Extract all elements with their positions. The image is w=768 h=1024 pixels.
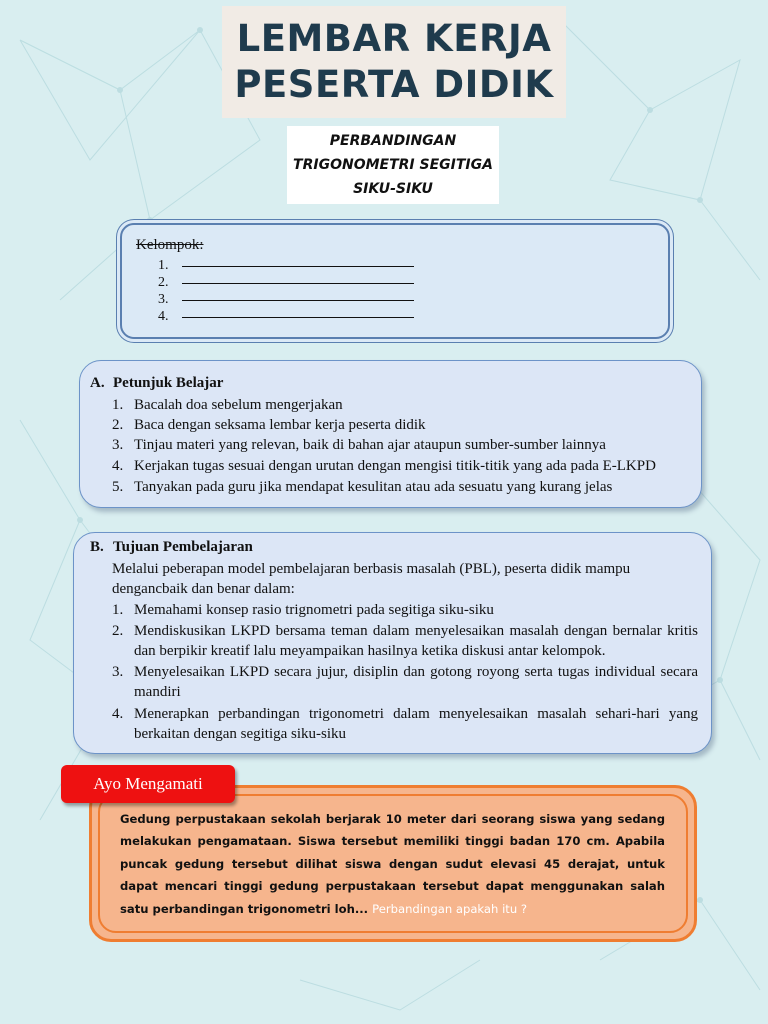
page-title-line-2: PESERTA DIDIK: [234, 63, 554, 106]
subtitle-box: [287, 126, 499, 204]
group-box: [120, 223, 670, 339]
list-item-number: 4.: [112, 706, 124, 722]
list-item-text: Menyelesaikan LKPD secara jujur, disiplin dan gotong royong serta tugas individual secara mandiri: [134, 664, 698, 700]
list-item-text: Tanyakan pada guru jika mendapat kesulitan atau ada sesuatu yang kurang jelas: [134, 479, 613, 495]
group-member-line[interactable]: [182, 317, 414, 318]
list-item-text: Bacalah doa sebelum mengerjakan: [134, 397, 343, 413]
group-member-number: 2.: [158, 275, 169, 290]
list-item-number: 3.: [112, 437, 124, 453]
section-b-intro-line-1: Melalui peberapan model pembelajaran berbasis masalah (PBL), peserta didik mampu: [112, 561, 631, 577]
group-member-number: 3.: [158, 292, 169, 307]
group-member-number: 4.: [158, 309, 169, 324]
list-item-text: Kerjakan tugas sesuai dengan urutan dengan mengisi titik-titik yang ada pada E-LKPD: [134, 458, 656, 474]
list-item-number: 2.: [112, 623, 124, 639]
ayo-mengamati-button[interactable]: Ayo Mengamati: [61, 765, 235, 803]
group-member-line[interactable]: [182, 266, 414, 267]
list-item-number: 1.: [112, 602, 124, 618]
section-b-letter: B.: [90, 539, 104, 555]
list-item-text: Menerapkan perbandingan trigonometri dalam menyelesaikan masalah sehari-hari yang berkaitan dengan segitiga siku-siku: [134, 706, 698, 742]
section-a-card: [79, 360, 702, 508]
page-title-line-1: LEMBAR KERJA: [236, 17, 552, 60]
list-item-text: Mendiskusikan LKPD bersama teman dalam menyelesaikan masalah dengan bernalar kritis dan berpikir kreatif lalu meyampaikan hasilnya ketika diskusi antar kelompok.: [134, 623, 698, 659]
list-item-number: 5.: [112, 479, 124, 495]
list-item-text: Memahami konsep rasio trignometri pada segitiga siku-siku: [134, 602, 494, 618]
group-label: Kelompok:: [136, 237, 204, 253]
list-item-text: Tinjau materi yang relevan, baik di bahan ajar ataupun sumber-sumber lainnya: [134, 437, 606, 453]
list-item-text: Baca dengan seksama lembar kerja peserta didik: [134, 417, 426, 433]
section-b-title: Tujuan Pembelajaran: [113, 539, 253, 555]
list-item-number: 2.: [112, 417, 124, 433]
list-item-number: 1.: [112, 397, 124, 413]
section-a-title: Petunjuk Belajar: [113, 375, 224, 391]
observation-question: Perbandingan apakah itu ?: [372, 901, 528, 916]
subtitle-line-1: PERBANDINGAN: [329, 133, 457, 149]
observation-box: [89, 785, 697, 942]
page-title-box: [222, 6, 566, 118]
section-b-card: [73, 532, 712, 754]
list-item: [112, 704, 698, 744]
subtitle-line-2: TRIGONOMETRI SEGITIGA: [293, 157, 493, 173]
list-item-number: 3.: [112, 664, 124, 680]
list-item: [112, 621, 698, 661]
subtitle-line-3: SIKU-SIKU: [353, 181, 433, 197]
group-member-line[interactable]: [182, 283, 414, 284]
group-member-line[interactable]: [182, 300, 414, 301]
section-b-intro-line-2: dengancbaik dan benar dalam:: [112, 581, 295, 597]
observation-body: Gedung perpustakaan sekolah berjarak 10 meter dari seorang siswa yang sedang melakukan pengamataan. Siswa tersebut memiliki tinggi badan 170 cm. Apabila puncak gedung tersebut dilihat siswa dengan sudut elevasi 45 derajat, untuk dapat mencari tinggi gedung perpustakaan tersebut dapat menggunakan salah satu perbandingan trigonometri loh...: [120, 812, 665, 916]
list-item: [112, 662, 698, 702]
list-item-number: 4.: [112, 458, 124, 474]
observation-text: [120, 808, 665, 920]
section-a-letter: A.: [90, 375, 105, 391]
group-member-number: 1.: [158, 258, 169, 273]
